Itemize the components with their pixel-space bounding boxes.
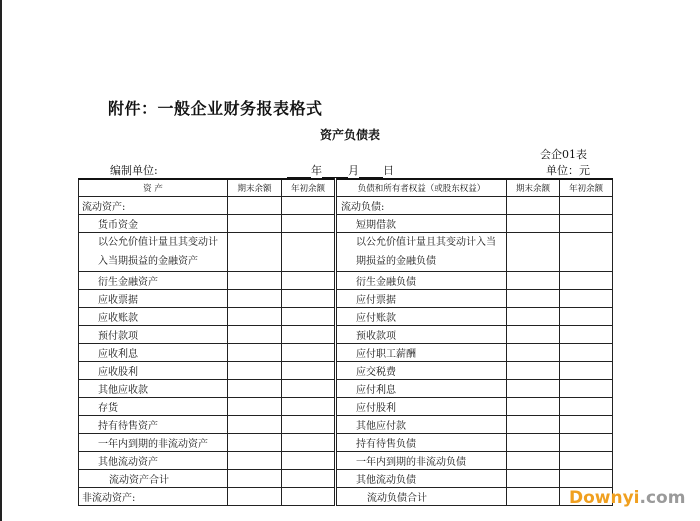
- asset-closing-cell: [228, 362, 282, 380]
- row-liability-label: 以公允价值计量且其变动计入当期损益的金融负债: [336, 233, 507, 272]
- day-label: 日: [383, 164, 394, 177]
- table-row: [79, 197, 613, 215]
- row-liability-label: 一年内到期的非流动负债: [336, 452, 507, 470]
- row-liability-label: 应付职工薪酬: [336, 344, 507, 362]
- asset-closing-cell: [228, 197, 282, 215]
- table-header-row: [79, 179, 613, 197]
- table-row: [79, 344, 613, 362]
- form-code: 会企01表: [540, 148, 587, 161]
- header-assets: 资 产: [79, 179, 228, 197]
- asset-opening-cell: [282, 233, 336, 272]
- liability-opening-cell: [560, 470, 613, 488]
- row-asset-label: 非流动资产:: [79, 488, 228, 506]
- header-liabilities-closing: 期末余额: [507, 179, 560, 197]
- asset-opening-cell: [282, 452, 336, 470]
- liability-closing-cell: [507, 434, 560, 452]
- row-liability-label: 流动负债合计: [336, 488, 507, 506]
- table-row: [79, 362, 613, 380]
- liability-opening-cell: [560, 272, 613, 290]
- liability-opening-cell: [560, 434, 613, 452]
- table-row: [79, 290, 613, 308]
- table-row: [79, 488, 613, 506]
- liability-opening-cell: [560, 215, 613, 233]
- row-asset-label: 其他应收款: [79, 380, 228, 398]
- asset-closing-cell: [228, 344, 282, 362]
- row-liability-label: 其他流动负债: [336, 470, 507, 488]
- liability-closing-cell: [507, 215, 560, 233]
- asset-opening-cell: [282, 362, 336, 380]
- table-row: [79, 215, 613, 233]
- liability-closing-cell: [507, 197, 560, 215]
- header-liabilities-opening: 年初余额: [560, 179, 613, 197]
- asset-opening-cell: [282, 488, 336, 506]
- asset-closing-cell: [228, 272, 282, 290]
- balance-sheet-table: [78, 178, 613, 506]
- table-row: [79, 272, 613, 290]
- row-liability-label: 应付账款: [336, 308, 507, 326]
- liability-opening-cell: [560, 380, 613, 398]
- year-label: 年: [311, 164, 322, 177]
- page-left-border: [0, 0, 2, 521]
- asset-opening-cell: [282, 308, 336, 326]
- liability-closing-cell: [507, 344, 560, 362]
- row-asset-label: 应收股利: [79, 362, 228, 380]
- row-asset-label: 衍生金融资产: [79, 272, 228, 290]
- table-row: [79, 398, 613, 416]
- row-asset-label: 存货: [79, 398, 228, 416]
- liability-closing-cell: [507, 362, 560, 380]
- asset-opening-cell: [282, 290, 336, 308]
- liability-opening-cell: [560, 344, 613, 362]
- liability-closing-cell: [507, 452, 560, 470]
- liability-closing-cell: [507, 416, 560, 434]
- asset-closing-cell: [228, 233, 282, 272]
- liability-closing-cell: [507, 233, 560, 272]
- row-asset-label: 预付款项: [79, 326, 228, 344]
- row-asset-label: 货币资金: [79, 215, 228, 233]
- liability-closing-cell: [507, 380, 560, 398]
- table-row: [79, 326, 613, 344]
- row-asset-label: 流动资产:: [79, 197, 228, 215]
- row-asset-label: 应收利息: [79, 344, 228, 362]
- liability-closing-cell: [507, 326, 560, 344]
- liability-closing-cell: [507, 290, 560, 308]
- table-row: [79, 233, 613, 272]
- row-asset-label: 流动资产合计: [79, 470, 228, 488]
- watermark-domain: .com: [639, 488, 686, 508]
- asset-opening-cell: [282, 272, 336, 290]
- liability-opening-cell: [560, 416, 613, 434]
- asset-opening-cell: [282, 215, 336, 233]
- year-blank: [287, 165, 311, 178]
- asset-closing-cell: [228, 326, 282, 344]
- row-liability-label: 流动负债:: [336, 197, 507, 215]
- header-liabilities-equity: 负债和所有者权益（或股东权益）: [336, 179, 507, 197]
- row-asset-label: 一年内到期的非流动资产: [79, 434, 228, 452]
- compiler-label: 编制单位:: [110, 164, 158, 177]
- row-liability-label: 短期借款: [336, 215, 507, 233]
- asset-opening-cell: [282, 380, 336, 398]
- row-asset-label: 其他流动资产: [79, 452, 228, 470]
- liability-opening-cell: [560, 452, 613, 470]
- asset-closing-cell: [228, 308, 282, 326]
- asset-opening-cell: [282, 416, 336, 434]
- row-liability-label: 应付股利: [336, 398, 507, 416]
- report-date-line: [287, 162, 394, 178]
- table-row: [79, 452, 613, 470]
- liability-closing-cell: [507, 488, 560, 506]
- table-row: [79, 380, 613, 398]
- row-asset-label: 应收票据: [79, 290, 228, 308]
- row-liability-label: 应付利息: [336, 380, 507, 398]
- row-liability-label: 持有待售负债: [336, 434, 507, 452]
- asset-closing-cell: [228, 452, 282, 470]
- watermark-brand: Downyi: [569, 488, 640, 508]
- asset-closing-cell: [228, 380, 282, 398]
- liability-opening-cell: [560, 362, 613, 380]
- row-asset-label: 应收账款: [79, 308, 228, 326]
- asset-opening-cell: [282, 398, 336, 416]
- row-liability-label: 应交税费: [336, 362, 507, 380]
- currency-unit: 单位：元: [546, 164, 590, 177]
- liability-opening-cell: [560, 290, 613, 308]
- asset-opening-cell: [282, 197, 336, 215]
- asset-opening-cell: [282, 326, 336, 344]
- row-liability-label: 预收款项: [336, 326, 507, 344]
- asset-opening-cell: [282, 344, 336, 362]
- liability-opening-cell: [560, 308, 613, 326]
- table-row: [79, 470, 613, 488]
- asset-closing-cell: [228, 488, 282, 506]
- table-row: [79, 434, 613, 452]
- table-row: [79, 416, 613, 434]
- header-assets-opening: 年初余额: [282, 179, 336, 197]
- asset-closing-cell: [228, 290, 282, 308]
- liability-closing-cell: [507, 398, 560, 416]
- document-title: 资产负债表: [319, 128, 380, 142]
- asset-closing-cell: [228, 434, 282, 452]
- asset-opening-cell: [282, 470, 336, 488]
- site-watermark-logo: [569, 488, 685, 508]
- row-asset-label: 持有待售资产: [79, 416, 228, 434]
- asset-closing-cell: [228, 215, 282, 233]
- month-blank: [322, 165, 348, 178]
- liability-opening-cell: [560, 398, 613, 416]
- asset-closing-cell: [228, 416, 282, 434]
- asset-closing-cell: [228, 470, 282, 488]
- liability-closing-cell: [507, 308, 560, 326]
- table-row: [79, 308, 613, 326]
- month-label: 月: [348, 164, 359, 177]
- row-liability-label: 其他应付款: [336, 416, 507, 434]
- liability-opening-cell: [560, 197, 613, 215]
- liability-closing-cell: [507, 470, 560, 488]
- liability-opening-cell: [560, 326, 613, 344]
- asset-closing-cell: [228, 398, 282, 416]
- asset-opening-cell: [282, 434, 336, 452]
- liability-closing-cell: [507, 272, 560, 290]
- header-assets-closing: 期末余额: [228, 179, 282, 197]
- attachment-title: 附件：一般企业财务报表格式: [108, 99, 323, 118]
- day-blank: [359, 165, 383, 178]
- row-liability-label: 应付票据: [336, 290, 507, 308]
- liability-opening-cell: [560, 233, 613, 272]
- row-liability-label: 衍生金融负债: [336, 272, 507, 290]
- row-asset-label: 以公允价值计量且其变动计入当期损益的金融资产: [79, 233, 228, 272]
